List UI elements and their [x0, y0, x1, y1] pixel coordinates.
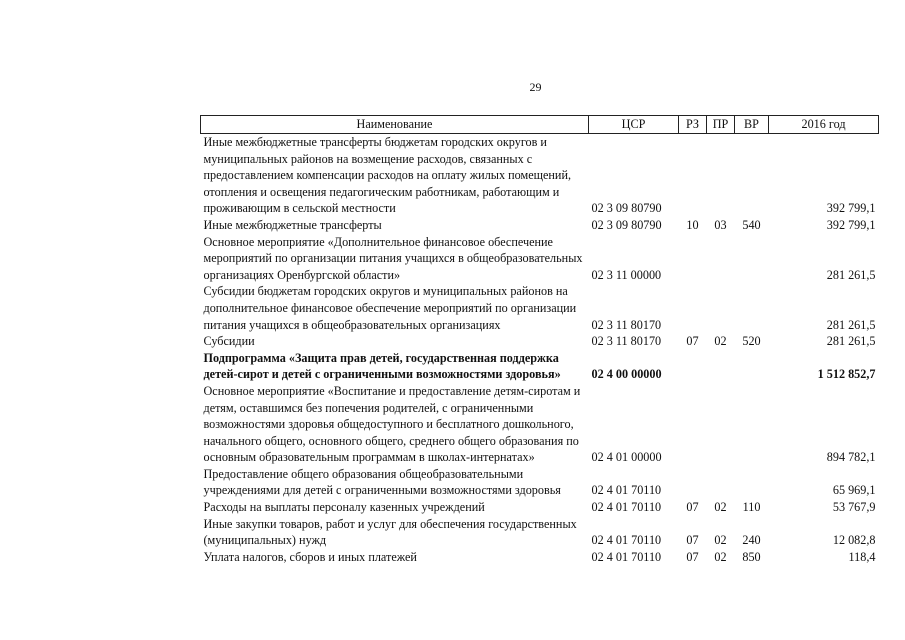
- page-number: 29: [529, 80, 542, 94]
- row-sum: 281 261,5: [826, 267, 876, 282]
- row-rz: [679, 383, 707, 466]
- header-year: 2016 год: [769, 116, 879, 134]
- table-row: [201, 549, 879, 566]
- table-row: [201, 217, 879, 234]
- row-name: Основное мероприятие «Воспитание и предоставление детям-сиротам и детям, оставшимся без попечения родителей, с ограниченными возможностями здоровья общедоступного и бесплатного дошкольного, начального общего, основного общего, среднего общего образования по основным образовательным программам в школах-интернатах»: [203, 383, 581, 465]
- row-rz: 07: [686, 500, 699, 515]
- row-pr: 02: [714, 334, 727, 349]
- table-row: [201, 516, 879, 549]
- row-rz: 07: [686, 334, 699, 349]
- row-pr: 02: [714, 500, 727, 515]
- row-csr: 02 3 11 80170: [591, 317, 662, 332]
- row-sum: 281 261,5: [826, 317, 876, 332]
- row-pr: [707, 466, 735, 499]
- row-csr: 02 4 01 70110: [591, 549, 662, 564]
- row-vr: [735, 383, 769, 466]
- row-vr: [735, 350, 769, 383]
- row-sum: 118,4: [848, 549, 876, 564]
- row-vr: 110: [742, 500, 761, 515]
- row-vr: 240: [742, 533, 761, 548]
- row-pr: [707, 350, 735, 383]
- table-row: [201, 333, 879, 350]
- row-rz: [679, 134, 707, 217]
- row-name: Иные закупки товаров, работ и услуг для обеспечения государственных (муниципальных) нужд: [203, 516, 577, 548]
- row-vr: [735, 466, 769, 499]
- row-pr: [707, 234, 735, 284]
- row-sum: 894 782,1: [826, 450, 876, 465]
- header-name: Наименование: [201, 116, 589, 134]
- row-pr: 02: [714, 549, 727, 564]
- row-csr: 02 4 01 00000: [591, 450, 662, 465]
- row-csr: 02 3 09 80790: [591, 217, 662, 232]
- row-name: Субсидии бюджетам городских округов и муниципальных районов на дополнительное финансовое обеспечение мероприятий по организации питания учащихся в общеобразовательных организациях: [203, 284, 577, 332]
- table-row: [201, 134, 879, 217]
- row-pr: [707, 283, 735, 333]
- row-name: Иные межбюджетные трансферты: [203, 217, 382, 232]
- row-name: Субсидии: [203, 334, 255, 349]
- row-name: Расходы на выплаты персоналу казенных учреждений: [203, 500, 485, 515]
- table-row: [201, 383, 879, 466]
- row-rz: [679, 466, 707, 499]
- row-vr: 520: [742, 334, 761, 349]
- table-row-subprogram: [201, 350, 879, 383]
- header-csr: ЦСР: [589, 116, 679, 134]
- row-rz: 07: [686, 549, 699, 564]
- row-sum: 392 799,1: [826, 201, 876, 216]
- budget-table: [200, 115, 879, 565]
- row-sum: 392 799,1: [826, 217, 876, 232]
- row-vr: 850: [742, 549, 761, 564]
- row-rz: [679, 234, 707, 284]
- row-vr: 540: [742, 217, 761, 232]
- header-vr: ВР: [735, 116, 769, 134]
- row-csr: 02 4 01 70110: [591, 500, 662, 515]
- row-vr: [735, 134, 769, 217]
- header-pr: ПР: [707, 116, 735, 134]
- row-name: Предоставление общего образования общеобразовательными учреждениями для детей с ограниченными возможностями здоровья: [203, 466, 561, 498]
- row-name: Уплата налогов, сборов и иных платежей: [203, 549, 417, 564]
- row-name: Иные межбюджетные трансферты бюджетам городских округов и муниципальных районов на возмещение расходов, связанных с предоставлением компенсации расходов на оплату жилых помещений, отопления и освещения педагогическим работникам, работающим и проживающим в сельской местности: [203, 135, 572, 216]
- row-pr: [707, 383, 735, 466]
- row-sum: 53 767,9: [832, 500, 876, 515]
- table-row: [201, 466, 879, 499]
- row-pr: 03: [714, 217, 727, 232]
- table-row: [201, 283, 879, 333]
- row-vr: [735, 283, 769, 333]
- row-rz: 10: [686, 217, 699, 232]
- row-csr: 02 4 01 70110: [591, 533, 662, 548]
- table-row: [201, 234, 879, 284]
- row-csr: 02 3 09 80790: [591, 201, 662, 216]
- row-pr: [707, 134, 735, 217]
- header-row: [201, 116, 879, 134]
- row-sum: 1 512 852,7: [817, 367, 876, 382]
- row-rz: 07: [686, 533, 699, 548]
- row-rz: [679, 350, 707, 383]
- row-sum: 12 082,8: [832, 533, 876, 548]
- row-csr: 02 4 01 70110: [591, 483, 662, 498]
- row-name: Подпрограмма «Защита прав детей, государственная поддержка детей-сирот и детей с ограниченными возможностями здоровья»: [203, 350, 561, 382]
- row-sum: 281 261,5: [826, 334, 876, 349]
- budget-document: [200, 115, 878, 565]
- row-name: Основное мероприятие «Дополнительное финансовое обеспечение мероприятий по организации питания учащихся в общеобразовательных организациях Оренбургской области»: [203, 234, 583, 282]
- table-row: [201, 499, 879, 516]
- row-sum: 65 969,1: [832, 483, 876, 498]
- row-pr: 02: [714, 533, 727, 548]
- row-csr: 02 4 00 00000: [591, 367, 662, 382]
- row-vr: [735, 234, 769, 284]
- row-csr: 02 3 11 00000: [591, 267, 662, 282]
- header-rz: РЗ: [679, 116, 707, 134]
- row-rz: [679, 283, 707, 333]
- row-csr: 02 3 11 80170: [591, 334, 662, 349]
